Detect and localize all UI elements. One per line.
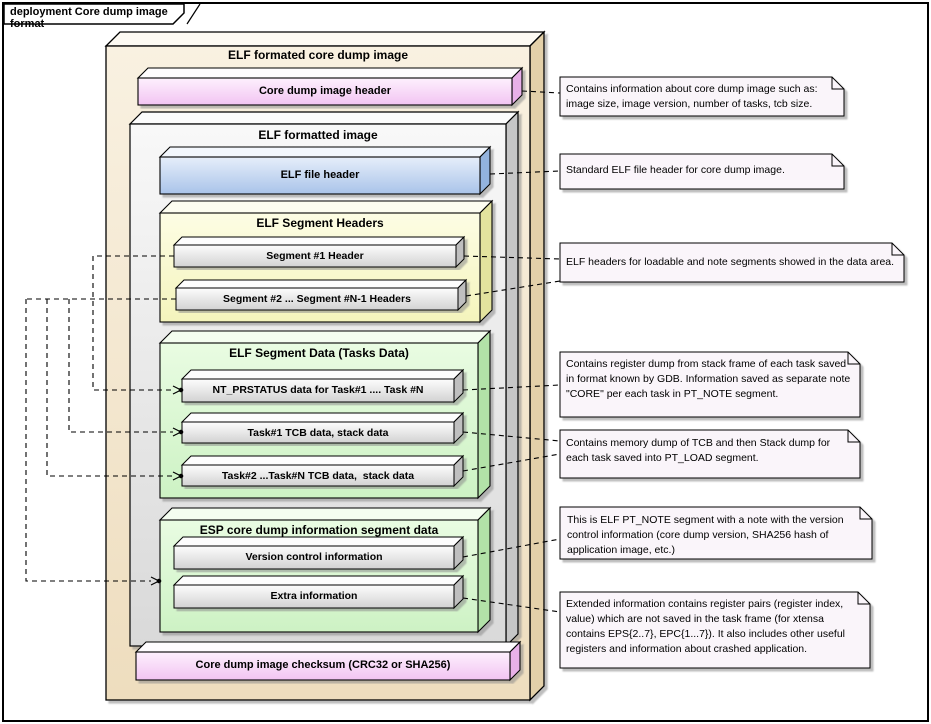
frame-title: deployment Core dump image format <box>10 6 168 30</box>
note-6-shape <box>560 507 872 559</box>
segment2-headers-label: Segment #2 ... Segment #N-1 Headers <box>223 293 411 305</box>
node-version-control <box>174 537 463 569</box>
note-2-shape <box>560 154 844 189</box>
core-dump-header-label: Core dump image header <box>258 85 392 97</box>
nt-prstatus-label: NT_PRSTATUS data for Task#1 .... Task #N <box>212 384 424 396</box>
note-4-shape <box>560 352 860 417</box>
version-control-label: Version control information <box>245 551 383 563</box>
node-checksum <box>136 642 520 680</box>
extra-information-label: Extra information <box>270 590 358 602</box>
esp-info-title: ESP core dump information segment data <box>199 523 439 537</box>
elf-segment-data-title: ELF Segment Data (Tasks Data) <box>229 346 409 360</box>
note-1-shape <box>560 77 844 116</box>
elf-formatted-image-title: ELF formatted image <box>258 128 378 142</box>
elf-file-header-label: ELF file header <box>280 169 360 181</box>
checksum-label: Core dump image checksum (CRC32 or SHA256) <box>195 659 451 671</box>
note-5-shape <box>560 430 860 478</box>
note-2: Standard ELF file header for core dump image. <box>566 164 785 176</box>
task1-tcb-label: Task#1 TCB data, stack data <box>247 427 389 439</box>
root-node-title: ELF formated core dump image <box>227 48 409 62</box>
node-core-dump-image-header <box>138 68 522 105</box>
node-elf-file-header <box>160 147 490 194</box>
note-7-shape <box>560 592 870 668</box>
note-5: Contains memory dump of TCB and then Stack dump for each task saved into PT_LOAD segment. <box>566 437 831 464</box>
node-segment2-headers <box>176 280 466 310</box>
note-4: Contains register dump from stack frame of each task saved in format known by GDB. Information saved as separate note "CORE" per each task in PT_NOTE segment. <box>566 358 851 400</box>
node-nt-prstatus <box>182 370 463 402</box>
elf-segment-headers-title: ELF Segment Headers <box>256 216 384 230</box>
node-extra-information <box>174 576 463 608</box>
note-7: Extended information contains register pairs (register index, value) which are not saved in the task frame (for xtensa contains EPS{2..7}, EPC{1...7}). It also includes other useful registers and information about crashed application. <box>566 598 846 655</box>
note-6: This is ELF PT_NOTE segment with a note with the version control information (core dump version, SHA256 hash of application image, etc.) <box>567 514 844 556</box>
segment1-header-label: Segment #1 Header <box>266 250 364 262</box>
node-segment1-header <box>174 237 464 267</box>
node-task2-tcb <box>182 456 463 486</box>
note-3-shape <box>560 243 904 282</box>
node-task1-tcb <box>182 413 463 443</box>
note-3: ELF headers for loadable and note segments showed in the data area. <box>566 256 895 268</box>
note-1: Contains information about core dump image such as: image size, image version, number of tasks, tcb size. <box>566 83 818 110</box>
node-esp-core-dump-info <box>160 508 490 632</box>
task2-tcb-label: Task#2 ...Task#N TCB data, stack data <box>221 470 415 482</box>
